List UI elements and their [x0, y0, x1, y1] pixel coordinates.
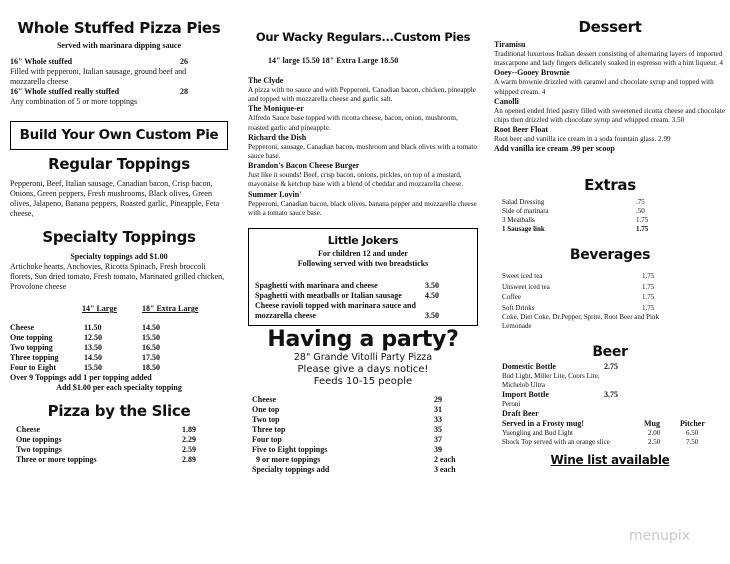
table-row: Two toppings 2.59	[16, 445, 196, 454]
party-list	[252, 395, 478, 475]
table-row: Cheese 11.50 14.50	[10, 323, 160, 332]
wacky-list	[248, 76, 478, 218]
table-row: Spaghetti with marinara and cheese 3.50	[255, 281, 439, 291]
table-row: Spaghetti with meatballs or Italian sausage 4.50	[255, 291, 439, 301]
little-jokers-title: Little Jokers	[327, 234, 399, 248]
wacky-item-name: The Monique-er	[248, 104, 304, 114]
beverages-list	[502, 271, 726, 331]
wacky-item-name: Summer Lovin'	[248, 189, 302, 199]
dessert-item-desc: An opened ended fried pastry filled with sweetened ricotta cheese and chocolate chips then drizzled with chocolate syrup and whipped cream. 3.50	[494, 106, 725, 125]
table-row: Five to Eight toppings 39	[252, 445, 442, 455]
table-row: Unsweet iced tea 1.75	[502, 282, 655, 291]
table-row: 9 or more toppings 2 each	[256, 455, 456, 465]
table-row: Four to Eight 15.50 18.50	[10, 363, 160, 372]
little-jokers-sub: For children 12 and under	[318, 249, 408, 259]
dessert-addon: Add vanilla ice cream .99 per scoop	[494, 144, 615, 154]
dessert-item-name: Canolli	[494, 96, 519, 106]
party-line: Please give a days notice!	[297, 364, 429, 376]
whole-pies-subtitle: Served with marinara dipping sauce	[56, 41, 181, 50]
little-jokers-sub: Following served with two breadsticks	[297, 259, 429, 269]
specialty-toppings-text: Artichoke hearts, Anchovies, Ricotta Spinach, Fresh broccoli florets, Sun dried tomato, Fresh tomato, Marinated grilled chicken, Provolone cheese	[10, 262, 225, 291]
table-row: One topping 12.50 15.50	[10, 333, 160, 342]
right-column	[494, 0, 726, 467]
table-row: Three top 35	[252, 425, 442, 435]
build-your-own-box: Build Your Own Custom Pie	[10, 121, 228, 150]
extras-title: Extras	[584, 176, 636, 195]
dessert-item-desc: Root beer and vanilla ice cream in a soda fountain glass. 2.99	[494, 135, 671, 144]
table-row: Four top 37	[252, 435, 442, 445]
specialty-toppings-note: Specialty toppings add $1.00	[70, 252, 168, 261]
table-row: Three or more toppings 2.89	[16, 455, 196, 464]
dessert-item-desc: A warm brownie drizzled with caramel and chocolate syrup and topped with whipped cream. 4	[494, 78, 714, 96]
whole-pie-item: 16" Whole stuffed 26	[10, 57, 188, 66]
slice-title: Pizza by the Slice	[47, 402, 191, 420]
middle-column	[248, 0, 478, 475]
dessert-item-name: Root Beer Float	[494, 125, 549, 135]
wacky-item-name: Brandon's Bacon Cheese Burger	[248, 161, 360, 171]
dessert-item-desc: Traditional luxurious Italian dessert consisting of alternating layers of imported mascarpone and lady fingers delicately soaked in espresso with a hint liqueur. 4	[494, 50, 723, 68]
table-row: Shock Top served with an orange slice 2.50 7.50	[502, 438, 699, 447]
size-table-body	[10, 323, 228, 373]
table-row: Coffee 1.75	[502, 293, 655, 302]
beer-title: Beer	[592, 344, 628, 361]
little-jokers-box	[248, 228, 478, 326]
table-row: Salad Dressing .75	[502, 198, 645, 207]
wacky-item-name: Richard the Dish	[248, 132, 307, 142]
wine-list-note: Wine list available	[550, 453, 670, 468]
whole-pies-title: Whole Stuffed Pizza Pies	[17, 19, 221, 37]
whole-pies-list	[10, 57, 228, 107]
beer-draft: Draft Beer	[502, 409, 539, 419]
beer-import: Import Bottle 3.75	[502, 390, 618, 400]
whole-pie-desc: Filled with pepperoni, Italian sausage, ground beef and mozzarella cheese	[10, 67, 187, 86]
table-row: One toppings 2.29	[16, 435, 196, 444]
dessert-title: Dessert	[578, 18, 642, 36]
specialty-toppings-title: Specialty Toppings	[42, 228, 196, 246]
party-title: Having a party?	[267, 327, 459, 353]
watermark: menupix	[628, 528, 690, 544]
size-price-table	[10, 304, 228, 393]
beer-domestic: Domestic Bottle 2.75	[502, 362, 618, 372]
wacky-title: Our Wacky Regulars...Custom Pies	[255, 30, 471, 44]
wacky-item-desc: A pizza with no sauce and with Pepperoni, Canadian bacon, chicken, pineapple and topped with mozzarella cheese and garlic salt.	[248, 86, 476, 104]
beer-draft-header: Served in a Frosty mug! Mug Pitcher	[502, 419, 705, 429]
table-row: Cheese ravioli topped with marinara sauce and mozzarella cheese 3.50	[255, 301, 439, 321]
table-row: Two top 33	[252, 415, 442, 425]
beverages-title: Beverages	[569, 247, 651, 264]
table-row: 3 Meatballs 1.75	[502, 216, 649, 225]
beer-import-list: Peroni	[502, 400, 521, 409]
beer-domestic-list: Bud Light, Miller Lite, Coors Lite, Michelob Ultra	[502, 372, 600, 390]
beverages-note: Coke, Diet Coke, Dr.Pepper, Sprite, Root Beer and Pink Lemonade	[502, 313, 660, 331]
size-table-header: 14" Large 18" Extra Large	[82, 304, 199, 313]
extras-list	[502, 198, 726, 234]
left-column	[10, 0, 228, 465]
table-row: Cheese 29	[252, 395, 442, 405]
regular-toppings-text: Pepperoni, Beef, Italian sausage, Canadian bacon, Crisp bacon, Onions, Green peppers, Fresh mushrooms, Black olives, Green olives, Jalapeno, Banana peppers, Roasted garlic, Pineapple, Feta cheese,	[10, 179, 220, 218]
slice-list	[16, 425, 228, 465]
table-row: Two topping 13.50 16.50	[10, 343, 160, 352]
regular-toppings-title: Regular Toppings	[48, 155, 190, 173]
party-line: Feeds 10-15 people	[313, 376, 413, 388]
size-table-note: Add $1.00 per each specialty topping	[56, 383, 182, 392]
dessert-item-name: Ooey--Gooey Brownie	[494, 68, 570, 78]
table-row: Side of marinara .50	[502, 207, 645, 216]
size-table-note: Over 9 Toppings add 1 per topping added	[10, 373, 152, 382]
beer-section	[502, 362, 726, 447]
whole-pie-item: 16" Whole stuffed really stuffed 28	[10, 87, 188, 96]
table-row: Three topping 14.50 17.50	[10, 353, 160, 362]
whole-pie-desc: Any combination of 5 or more toppings	[10, 97, 138, 106]
table-row: Soft Drinks 1.75	[502, 303, 655, 312]
table-row: Yuengling and Bud Light 2.00 6.50	[502, 429, 699, 438]
table-row: One top 31	[252, 405, 442, 415]
dessert-item-name: Tiramisu	[494, 40, 526, 49]
wacky-item-desc: Pepperoni, sausage, Canadian bacon, mushroom and black olives with a tomato sauce base.	[248, 142, 477, 161]
wacky-item-name: The Clyde	[248, 76, 284, 85]
little-jokers-list	[255, 281, 471, 321]
wacky-item-desc: Pepperoni, Canadian bacon, black olives, banana pepper and mozzarella cheese with a tomato sauce base.	[248, 199, 477, 217]
table-row: Specialty toppings add 3 each	[252, 465, 456, 475]
party-line: 28" Grande Vitolli Party Pizza	[293, 352, 433, 364]
table-row: 1 Sausage link 1.75	[502, 225, 649, 234]
dessert-list	[494, 40, 726, 154]
table-row: Cheese 1.89	[16, 425, 196, 434]
wacky-sizes: 14" large 15.50 18" Extra Large 18.50	[268, 56, 399, 65]
wacky-item-desc: Just like it sounds! Beef, crisp bacon, onions, pickles, on top of a mustard, mayonaise & ketchup base with a blend of cheddar and mozzarella cheese.	[248, 171, 464, 189]
wacky-item-desc: Alfredo Sauce base topped with ricotta cheese, bacon, onion, mushroom, roasted garlic and pineapple.	[248, 114, 458, 132]
table-row: Sweet iced tea 1.75	[502, 272, 655, 281]
